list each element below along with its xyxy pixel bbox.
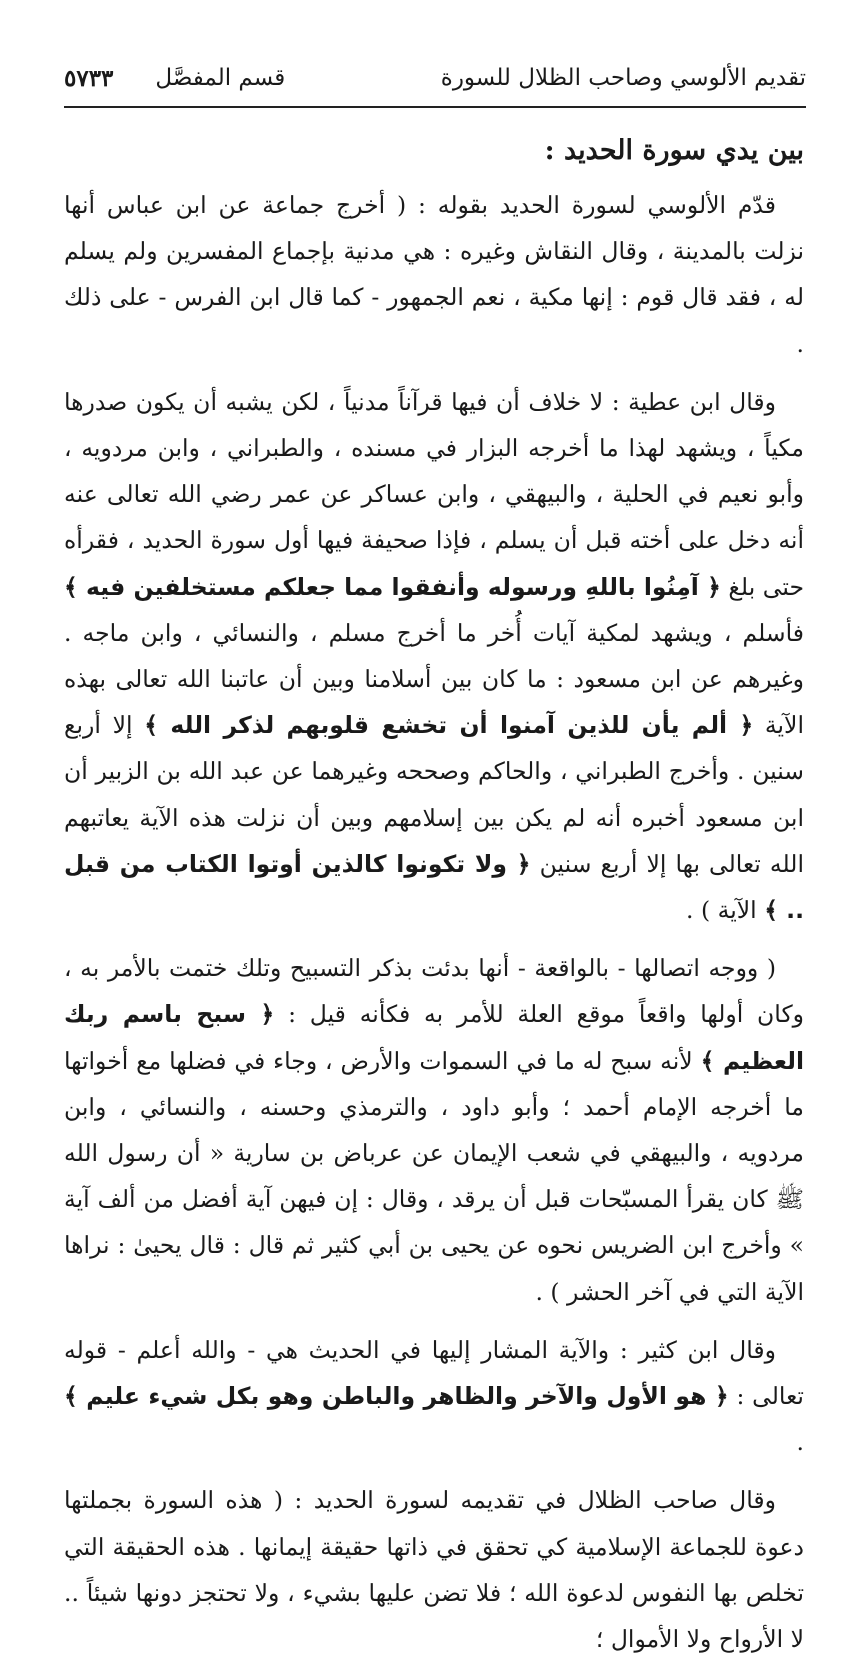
- header-title: تقديم الألوسي وصاحب الظلال للسورة: [440, 65, 806, 91]
- paragraph-text: إلا أربع سنين . وأخرج الطبراني ، والحاكم وصححه وغيرهما عن عبد الله بن الزبير أن ابن مسعود أخبره أنه لم يكن بين إسلامهم وبين أن نزلت هذه الآية يعاتبهم الله تعالى بها إلا أربع سنين: [64, 711, 804, 878]
- paragraph-text: .: [796, 1428, 804, 1457]
- paragraph-text: قدّم الألوسي لسورة الحديد بقوله : ( أخرج جماعة عن ابن عباس أنها نزلت بالمدينة ، وقال النقاش وغيره : هي مدنية بإجماع المفسرين ولم يسلم له ، فقد قال قوم : إنها مكية ، نعم الجمهور - كما قال ابن الفرس - على ذلك .: [64, 191, 804, 358]
- running-header: [64, 50, 806, 108]
- paragraph-text: وقال ابن كثير : والآية المشار إليها في الحديث هي - والله أعلم - قوله تعالى :: [64, 1335, 804, 1411]
- paragraph-text: وقال ابن عطية : لا خلاف أن فيها قرآناً مدنياً ، لكن يشبه أن يكون صدرها مكياً ، ويشهد لهذا ما أخرجه البزار في مسنده ، والطبراني ، وابن مردويه ، وأبو نعيم في الحلية ، والبيهقي ، وابن عساكر عن عمر رضي الله تعالى عنه أنه دخل على أخته قبل أن يسلم ، فإذا صحيفة فيها أول سورة الحديد ، فقرأه حتى بلغ: [64, 387, 804, 601]
- paragraph-ibn-atiyya: [64, 379, 804, 933]
- quran-verse: ﴿ سبح باسم ربك العظيم ﴾: [64, 1000, 804, 1075]
- quran-verse: ﴿ ولا تكونوا كالذين أوتوا الكتاب من قبل .. ﴾: [64, 849, 804, 925]
- page-content: [64, 126, 804, 1674]
- section-heading: بين يدي سورة الحديد :: [544, 135, 804, 166]
- quran-verse: ﴿ آمِنُوا باللهِ ورسوله وأنفقوا مما جعلكم مستخلفين فيه ﴾: [64, 572, 721, 601]
- paragraph-text: فأسلم ، ويشهد لمكية آيات أُخر ما أخرج مسلم ، والنسائي ، وابن ماجه . وغيرهم عن ابن مسعود : ما كان بين أسلامنا وبين أن عاتبنا الله تعالى بهذه الآية: [64, 618, 804, 740]
- paragraph-connection: [64, 945, 804, 1315]
- paragraph-zilal: [64, 1477, 804, 1662]
- paragraph-text: لأنه سبح له ما في السموات والأرض ، وجاء في فضلها مع أخواتها ما أخرجه الإمام أحمد ؛ وأبو داود ، والترمذي وحسنه ، والنسائي ، وابن مردويه ، والبيهقي في شعب الإيمان عن عرباض بن سارية « أن رسول الله ﷺ كان يقرأ المسبّحات قبل أن يرقد ، وقال : إن فيهن آية أفضل من ألف آية » وأخرج ابن الضريس نحوه عن يحيى بن أبي كثير ثم قال : قال يحيىٰ : نراها الآية التي في آخر الحشر ) .: [64, 1046, 804, 1306]
- paragraph-text: ( ووجه اتصالها - بالواقعة - أنها بدئت بذكر التسبيح وتلك ختمت بالأمر به ، وكان أولها واقعاً موقع العلة للأمر به فكأنه قيل :: [64, 954, 804, 1029]
- paragraph-text: وقال صاحب الظلال في تقديمه لسورة الحديد : ( هذه السورة بجملتها دعوة للجماعة الإسلامية كي تحقق في ذاتها حقيقة إيمانها . هذه الحقيقة التي تخلص بها النفوس لدعوة الله ؛ فلا تضن عليها بشيء ، ولا تحتجز دونها شيئاً .. لا الأرواح ولا الأموال ؛: [64, 1486, 804, 1654]
- paragraph-ibn-kathir: [64, 1327, 804, 1466]
- quran-verse: ﴿ هو الأول والآخر والظاهر والباطن وهو بكل شيء عليم ﴾: [64, 1382, 729, 1411]
- paragraph-text: الآية ) .: [686, 896, 757, 925]
- paragraph-alusi-intro: [64, 182, 804, 367]
- page-number: ٥٧٣٣: [64, 64, 114, 92]
- header-section: قسم المفصَّل: [155, 65, 286, 91]
- quran-verse: ﴿ ألم يأن للذين آمنوا أن تخشع قلوبهم لذكر الله ﴾: [144, 711, 754, 740]
